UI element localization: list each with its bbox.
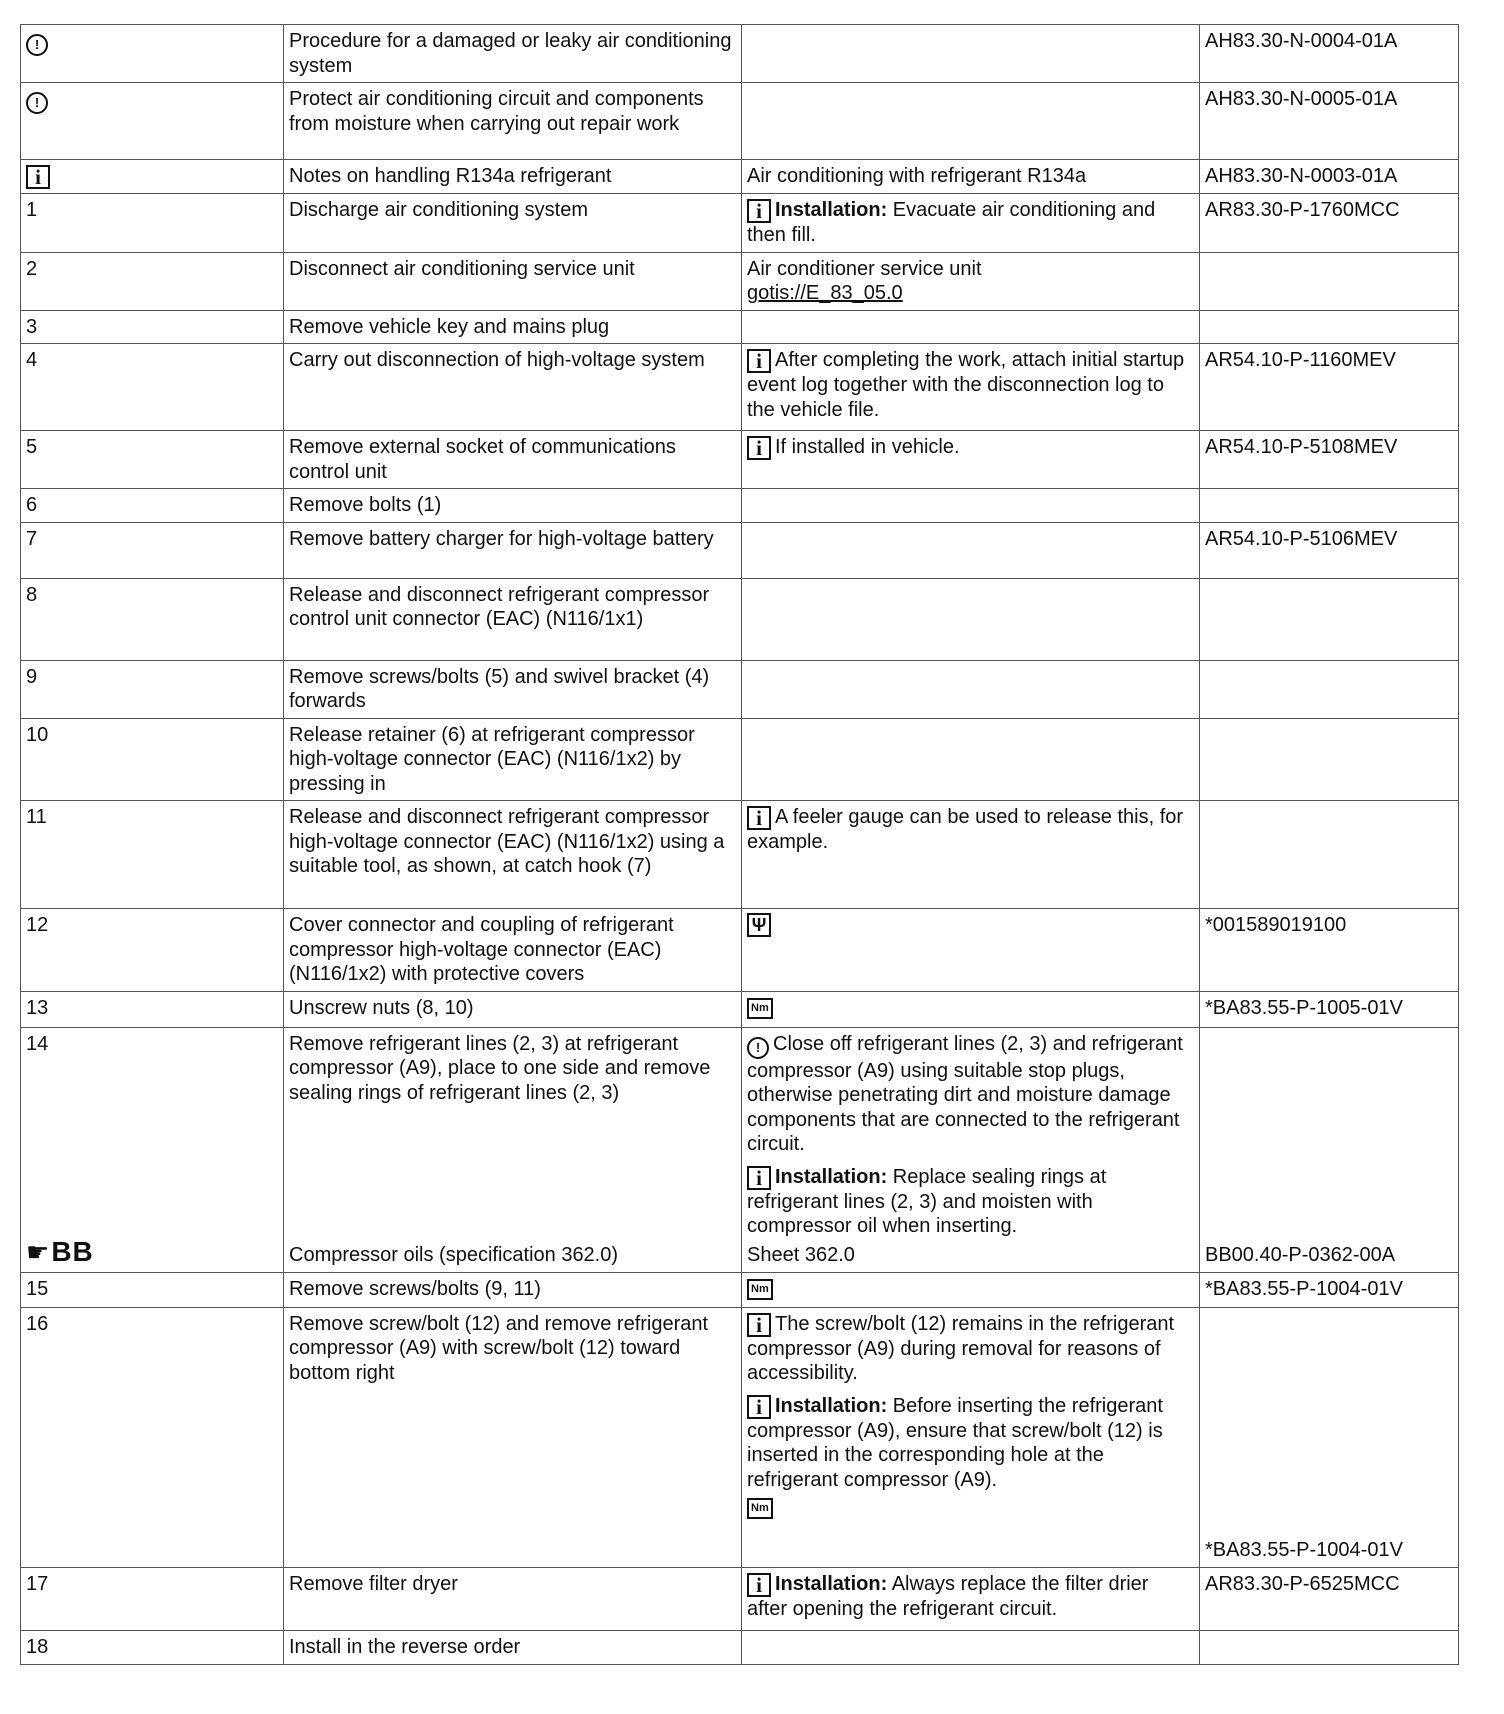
operation-cell: Release retainer (6) at refrigerant compressor high-voltage connector (EAC) (N116/1x2) by pressing in <box>284 718 742 801</box>
step-number: 10 <box>21 718 284 801</box>
table-row <box>21 909 1459 992</box>
warning-note <box>747 1032 1194 1157</box>
operation-cell: Remove screw/bolt (12) and remove refrigerant compressor (A9) with screw/bolt (12) toward bottom right <box>284 1307 742 1567</box>
table-row <box>21 160 1459 194</box>
operation-cell: Disconnect air conditioning service unit <box>284 252 742 310</box>
warning-icon: ! <box>747 1037 769 1059</box>
note-cell <box>742 431 1200 489</box>
note-cell <box>742 25 1200 83</box>
note-cell <box>742 578 1200 660</box>
step-number: 12 <box>21 909 284 992</box>
table-row <box>21 522 1459 578</box>
operation-cell: Notes on handling R134a refrigerant <box>284 160 742 194</box>
operation-cell: Install in the reverse order <box>284 1630 742 1664</box>
operation-cell: Release and disconnect refrigerant compressor high-voltage connector (EAC) (N116/1x2) using a suitable tool, as shown, at catch hook (7) <box>284 801 742 909</box>
pointing-hand-icon: ☛ <box>26 1237 50 1267</box>
table-row <box>21 1630 1459 1664</box>
installation-label: Installation: <box>775 1165 888 1188</box>
warning-icon: ! <box>26 92 48 114</box>
note-cell <box>742 1307 1200 1567</box>
operation-cell: Remove filter dryer <box>284 1567 742 1630</box>
note-cell <box>742 660 1200 718</box>
note-cell <box>742 909 1200 992</box>
reference-cell[interactable]: *001589019100 <box>1200 909 1459 992</box>
table-row <box>21 1567 1459 1630</box>
reference-cell <box>1200 1027 1459 1272</box>
table-row <box>21 1027 1459 1272</box>
reference-cell[interactable]: *BA83.55-P-1005-01V <box>1200 991 1459 1027</box>
reference-cell <box>1200 578 1459 660</box>
step-number: 15 <box>21 1272 284 1307</box>
note-text: Air conditioner service unit <box>747 257 982 280</box>
step-cell <box>21 83 284 160</box>
torque-reference-link[interactable]: *BA83.55-P-1004-01V <box>1205 1539 1403 1561</box>
note-text: The screw/bolt (12) remains in the refrigerant compressor (A9) during removal for reasons of accessibility. <box>747 1312 1175 1384</box>
bb-label: BB <box>51 1236 94 1267</box>
reference-cell[interactable]: AH83.30-N-0003-01A <box>1200 160 1459 194</box>
reference-cell <box>1200 489 1459 523</box>
note-text: A feeler gauge can be used to release this, for example. <box>747 806 1184 853</box>
note-cell <box>742 1272 1200 1307</box>
note-cell <box>742 1567 1200 1630</box>
note-text: After completing the work, attach initial startup event log together with the disconnection log to the vehicle file. <box>747 349 1185 421</box>
table-row <box>21 1307 1459 1567</box>
step-number: 6 <box>21 489 284 523</box>
note-cell <box>742 1027 1200 1272</box>
reference-cell <box>1200 718 1459 801</box>
note-text: Always replace the filter drier after opening the refrigerant circuit. <box>747 1572 1149 1620</box>
table-row <box>21 1272 1459 1307</box>
torque-nm-icon[interactable]: Nm <box>747 1498 773 1519</box>
operation-cell: Protect air conditioning circuit and components from moisture when carrying out repair work <box>284 83 742 160</box>
reference-cell[interactable]: AR83.30-P-6525MCC <box>1200 1567 1459 1630</box>
note-text: Replace sealing rings at refrigerant lines (2, 3) and moisten with compressor oil when inserting. <box>747 1165 1107 1237</box>
operation-cell: Remove screws/bolts (5) and swivel bracket (4) forwards <box>284 660 742 718</box>
info-note <box>747 1312 1194 1386</box>
operation-text: Remove refrigerant lines (2, 3) at refrigerant compressor (A9), place to one side and remove sealing rings of refrigerant lines (2, 3) <box>289 1032 711 1104</box>
info-icon: i <box>747 1395 771 1419</box>
info-icon: i <box>747 806 771 830</box>
reference-cell <box>1200 252 1459 310</box>
table-row <box>21 25 1459 83</box>
note-cell <box>742 194 1200 253</box>
note-text: Evacuate air conditioning and then fill. <box>747 199 1156 246</box>
step-cell <box>21 25 284 83</box>
operation-cell: Release and disconnect refrigerant compressor control unit connector (EAC) (N116/1x1) <box>284 578 742 660</box>
operation-cell: Cover connector and coupling of refrigerant compressor high-voltage connector (EAC) (N116/1x2) with protective covers <box>284 909 742 992</box>
step-number: 17 <box>21 1567 284 1630</box>
step-number: 8 <box>21 578 284 660</box>
bb-reference-link[interactable]: BB00.40-P-0362-00A <box>1205 1244 1396 1266</box>
warning-icon: ! <box>26 34 48 56</box>
table-row <box>21 83 1459 160</box>
table-row <box>21 252 1459 310</box>
note-cell <box>742 83 1200 160</box>
step-cell <box>21 160 284 194</box>
table-row <box>21 718 1459 801</box>
reference-cell[interactable]: AH83.30-N-0004-01A <box>1200 25 1459 83</box>
operation-cell: Remove screws/bolts (9, 11) <box>284 1272 742 1307</box>
table-row <box>21 344 1459 431</box>
procedure-table <box>20 24 1459 1665</box>
info-icon: i <box>26 165 50 189</box>
operation-cell: Remove vehicle key and mains plug <box>284 310 742 344</box>
note-text: If installed in vehicle. <box>775 436 960 458</box>
step-cell <box>21 1027 284 1272</box>
note-cell <box>742 252 1200 310</box>
step-number: 13 <box>21 991 284 1027</box>
reference-cell[interactable]: AR54.10-P-1160MEV <box>1200 344 1459 431</box>
info-icon: i <box>747 1313 771 1337</box>
torque-note <box>747 1496 1194 1521</box>
torque-nm-icon[interactable]: Nm <box>747 1279 773 1300</box>
torque-nm-icon[interactable]: Nm <box>747 998 773 1019</box>
table-row <box>21 431 1459 489</box>
step-number: 18 <box>21 1630 284 1664</box>
operation-cell: Discharge air conditioning system <box>284 194 742 253</box>
reference-cell <box>1200 801 1459 909</box>
step-number: 1 <box>21 194 284 253</box>
installation-note <box>747 1394 1194 1493</box>
table-row <box>21 578 1459 660</box>
operation-cell: Unscrew nuts (8, 10) <box>284 991 742 1027</box>
note-cell <box>742 310 1200 344</box>
info-icon: i <box>747 436 771 460</box>
installation-note <box>747 1165 1194 1239</box>
step-number: 4 <box>21 344 284 431</box>
reference-cell <box>1200 660 1459 718</box>
installation-label: Installation: <box>775 1572 888 1595</box>
note-cell <box>742 1630 1200 1664</box>
reference-cell[interactable]: AR54.10-P-5106MEV <box>1200 522 1459 578</box>
note-cell: Air conditioning with refrigerant R134a <box>742 160 1200 194</box>
reference-cell <box>1200 310 1459 344</box>
reference-cell[interactable]: AH83.30-N-0005-01A <box>1200 83 1459 160</box>
operation-cell: Remove external socket of communications control unit <box>284 431 742 489</box>
table-row <box>21 194 1459 253</box>
reference-cell[interactable]: AR83.30-P-1760MCC <box>1200 194 1459 253</box>
step-number: 7 <box>21 522 284 578</box>
step-number: 3 <box>21 310 284 344</box>
info-icon: i <box>747 199 771 223</box>
installation-label: Installation: <box>775 1394 888 1417</box>
note-cell <box>742 718 1200 801</box>
info-icon: i <box>747 349 771 373</box>
note-text: Close off refrigerant lines (2, 3) and refrigerant compressor (A9) using suitable stop plugs, otherwise penetrating dirt and moisture damage components that are connected to the refrigerant circuit. <box>747 1032 1183 1155</box>
bb-reference-marker <box>26 1236 94 1268</box>
info-icon: i <box>747 1573 771 1597</box>
step-number: 9 <box>21 660 284 718</box>
note-cell <box>742 344 1200 431</box>
note-cell <box>742 522 1200 578</box>
reference-cell[interactable]: *BA83.55-P-1004-01V <box>1200 1272 1459 1307</box>
table-row <box>21 660 1459 718</box>
note-cell <box>742 489 1200 523</box>
sheet-text: Sheet 362.0 <box>747 1244 855 1266</box>
step-number: 14 <box>26 1032 49 1055</box>
table-row <box>21 310 1459 344</box>
note-text: Before inserting the refrigerant compressor (A9), ensure that screw/bolt (12) is inserted in the corresponding hole at the refrigerant compressor (A9). <box>747 1394 1163 1491</box>
table-row <box>21 801 1459 909</box>
operation-cell: Remove battery charger for high-voltage battery <box>284 522 742 578</box>
reference-cell <box>1200 1307 1459 1567</box>
operation-cell <box>284 1027 742 1272</box>
step-number: 16 <box>21 1307 284 1567</box>
operation-cell: Remove bolts (1) <box>284 489 742 523</box>
special-tool-icon[interactable]: Ψ <box>747 913 771 937</box>
table-row <box>21 489 1459 523</box>
step-number: 2 <box>21 252 284 310</box>
reference-cell <box>1200 1630 1459 1664</box>
service-unit-link[interactable]: gotis://E_83_05.0 <box>747 282 903 304</box>
table-row <box>21 991 1459 1027</box>
note-cell <box>742 801 1200 909</box>
installation-label: Installation: <box>775 199 888 221</box>
reference-cell[interactable]: AR54.10-P-5108MEV <box>1200 431 1459 489</box>
note-cell <box>742 991 1200 1027</box>
step-number: 11 <box>21 801 284 909</box>
operation-cell: Carry out disconnection of high-voltage system <box>284 344 742 431</box>
compressor-oils-text: Compressor oils (specification 362.0) <box>289 1244 619 1266</box>
operation-cell: Procedure for a damaged or leaky air conditioning system <box>284 25 742 83</box>
step-number: 5 <box>21 431 284 489</box>
info-icon: i <box>747 1166 771 1190</box>
